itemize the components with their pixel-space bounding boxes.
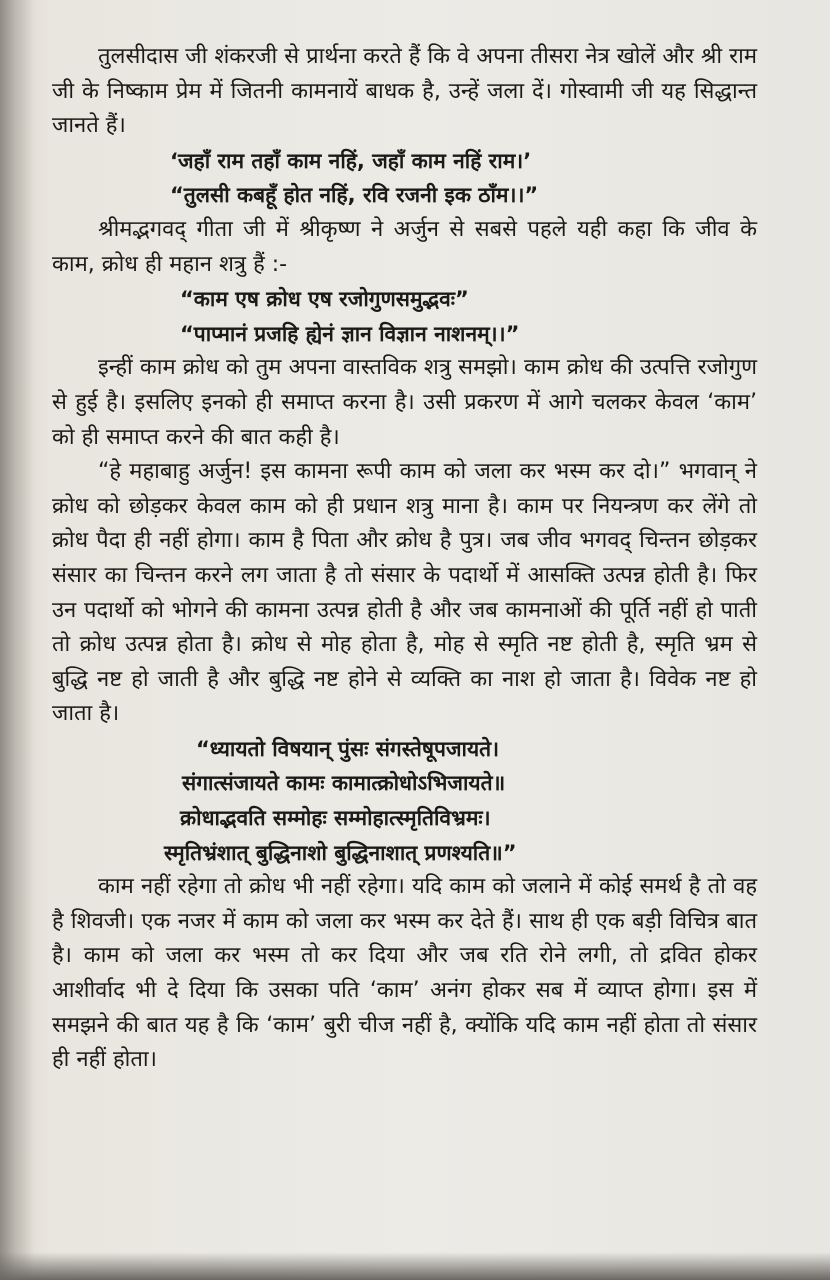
verse-line-7: क्रोधाद्भवति सम्मोहः सम्मोहात्स्मृतिविभ्रमः। (180, 806, 491, 831)
verse-line-1: ‘जहाँ राम तहाँ काम नहिं, जहाँ काम नहिं राम।’ (170, 148, 532, 173)
verse-line-4: “पाप्मानं प्रजहि ह्येनं ज्ञान विज्ञान नाशनम्।।” (180, 321, 520, 346)
verse-line-3: “काम एष क्रोध एष रजोगुणसमुद्भवः” (180, 287, 469, 312)
verse-line-8: स्मृतिभ्रंशात् बुद्धिनाशो बुद्धिनाशात् प्रणश्यति॥” (164, 840, 517, 865)
verse-line-6: संगात्संजायते कामः कामात्क्रोधोऽभिजायते॥ (182, 771, 506, 796)
book-spine-shadow (0, 0, 34, 1280)
paragraph-4: “हे महाबाहु अर्जुन! इस कामना रूपी काम को जला कर भस्म कर दो।” भगवान् ने क्रोध को छोड़कर केवल काम को ही प्रधान शत्रु माना है। काम पर नियन्त्रण कर लेंगे तो क्रोध पैदा ही नहीं होगा। काम है पिता और क्रोध है पुत्र। जब जीव भगवद् चिन्तन छोड़कर संसार का चिन्तन करने लग जाता है तो संसार के पदार्थो में आसक्ति उत्पन्न होती है। फिर उन पदार्थो को भोगने की कामना उत्पन्न होती है और जब कामनाओं की पूर्ति नहीं हो पाती तो क्रोध उत्पन्न होता है। क्रोध से मोह होता है, मोह से स्मृति नष्ट होती है, स्मृति भ्रम से बुद्धि नष्ट हो जाती है और बुद्धि नष्ट होने से व्यक्ति का नाश हो जाता है। विवेक नष्ट हो जाता है। (52, 459, 757, 727)
paragraph-2: श्रीमद्भगवद् गीता जी में श्रीकृष्ण ने अर्जुन से सबसे पहले यही कहा कि जीव के काम, क्रोध ही महान शत्रु हैं :- (52, 216, 757, 277)
verse-line-5: “ध्यायतो विषयान् पुंसः संगस्तेषूपजायते। (196, 736, 500, 761)
paragraph-3: इन्हीं काम क्रोध को तुम अपना वास्तविक शत्रु समझो। काम क्रोध की उत्पत्ति रजोगुण से हुई है। इसलिए इनको ही समाप्त करना है। उसी प्रकरण में आगे चलकर केवल ‘काम’ को ही समाप्त करने की बात कही है। (52, 355, 757, 450)
page-bottom-shadow (0, 1252, 830, 1280)
verse-line-2: “तुलसी कबहूँ होत नहिं, रवि रजनी इक ठाँम।।” (170, 183, 539, 208)
paragraph-1: तुलसीदास जी शंकरजी से प्रार्थना करते हैं कि वे अपना तीसरा नेत्र खोलें और श्री राम जी के निष्काम प्रेम में जितनी कामनायें बाधक है, उन्हें जला दें। गोस्वामी जी यह सिद्धान्त जानते हैं। (52, 44, 757, 139)
paragraph-5: काम नहीं रहेगा तो क्रोध भी नहीं रहेगा। यदि काम को जलाने में कोई समर्थ है तो वह है शिवजी। एक नजर में काम को जला कर भस्म कर देते हैं। साथ ही एक बड़ी विचित्र बात है। काम को जला कर भस्म तो कर दिया और जब रति रोने लगी, तो द्रवित होकर आशीर्वाद भी दे दिया कि उसका पति ‘काम’ अनंग होकर सब में व्याप्त होगा। इस में समझने की बात यह है कि ‘काम’ बुरी चीज नहीं है, क्योंकि यदि काम नहीं होता तो संसार ही नहीं होता। (52, 874, 757, 1073)
page-text (52, 40, 757, 1078)
